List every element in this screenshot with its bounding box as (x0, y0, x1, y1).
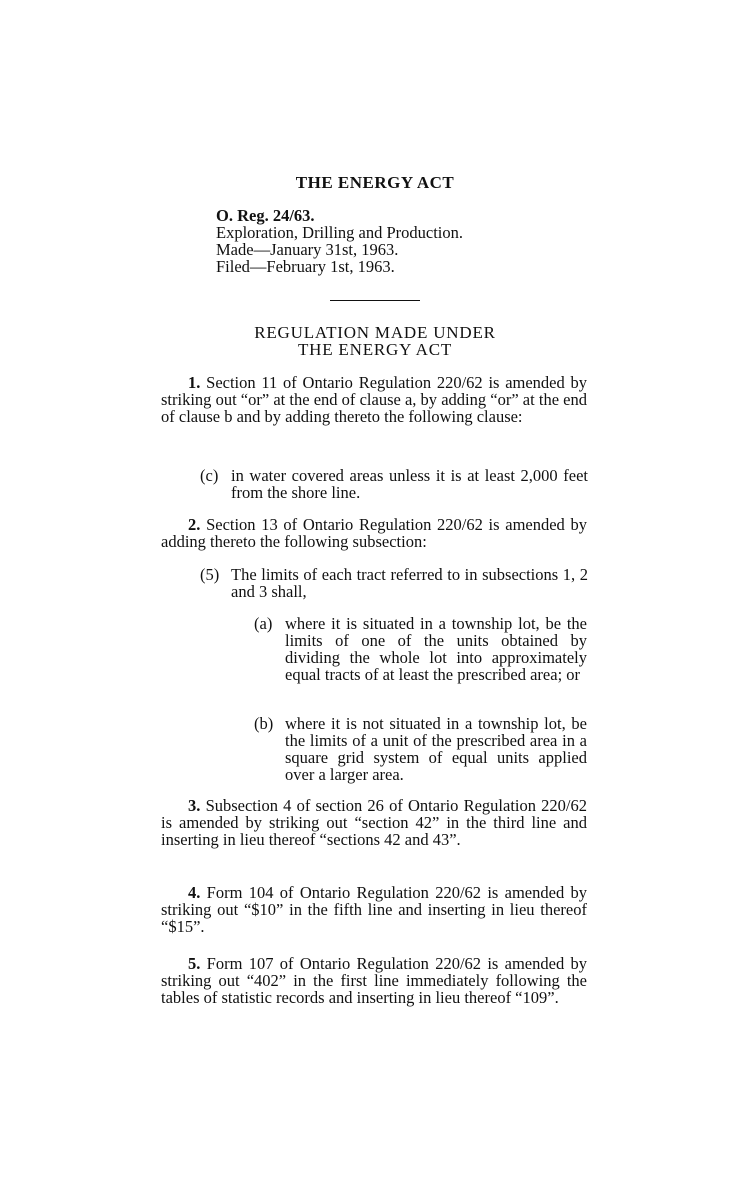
subsection-5-text: The limits of each tract referred to in subsections 1, 2 and 3 shall, (231, 565, 588, 601)
section-2-number: 2. (188, 515, 201, 534)
section-1-text: Section 11 of Ontario Regulation 220/62 is amended by striking out “or” at the end of clause a, by adding “or” at the end of clause b and by adding thereto the following clause: (161, 373, 588, 426)
subsection-5-label: (5) (200, 565, 220, 584)
clause-b-label: (b) (254, 714, 274, 733)
section-3 (161, 797, 587, 848)
clause-c-label: (c) (200, 466, 219, 485)
clause-c (200, 467, 588, 501)
section-4 (161, 884, 587, 935)
clause-b-text: where it is not situated in a township lot, be the limits of a unit of the prescribed area in a square grid system of equal units applied over a larger area. (285, 714, 587, 784)
regulation-subject: Exploration, Drilling and Production. (216, 223, 464, 242)
section-2-text: Section 13 of Ontario Regulation 220/62 is amended by adding thereto the following subsection: (161, 515, 587, 551)
section-1-number: 1. (188, 373, 201, 392)
made-date: Made—January 31st, 1963. (216, 240, 399, 259)
act-title: THE ENERGY ACT (295, 173, 455, 192)
clause-a-text: where it is situated in a township lot, be the limits of one of the units obtained by dividing the whole lot into approximately equal tracts of at least the prescribed area; or (285, 614, 587, 684)
section-2 (161, 516, 587, 550)
section-4-text: Form 104 of Ontario Regulation 220/62 is amended by striking out “$10” in the fifth line and inserting in lieu thereof “$15”. (161, 883, 587, 936)
heading-line-1: REGULATION MADE UNDER (254, 323, 496, 342)
section-5-text: Form 107 of Ontario Regulation 220/62 is amended by striking out “402” in the first line immediately following the tables of statistic records and inserting in lieu thereof “109”. (161, 954, 587, 1007)
regulation-number: O. Reg. 24/63. (216, 206, 315, 225)
section-4-number: 4. (188, 883, 201, 902)
regulation-info (216, 207, 556, 275)
clause-a-label: (a) (254, 614, 273, 633)
section-3-number: 3. (188, 796, 201, 815)
clause-b (254, 715, 587, 783)
clause-a (254, 615, 587, 683)
filed-date: Filed—February 1st, 1963. (216, 257, 395, 276)
section-5-number: 5. (188, 954, 201, 973)
regulation-heading (0, 324, 750, 358)
subsection-5 (200, 566, 588, 600)
section-5 (161, 955, 587, 1006)
clause-c-text: in water covered areas unless it is at least 2,000 feet from the shore line. (231, 466, 588, 502)
section-3-text: Subsection 4 of section 26 of Ontario Regulation 220/62 is amended by striking out “section 42” in the third line and inserting in lieu thereof “sections 42 and 43”. (161, 796, 588, 849)
heading-line-2: THE ENERGY ACT (297, 340, 453, 359)
section-1 (161, 374, 587, 425)
divider-rule (330, 300, 420, 301)
